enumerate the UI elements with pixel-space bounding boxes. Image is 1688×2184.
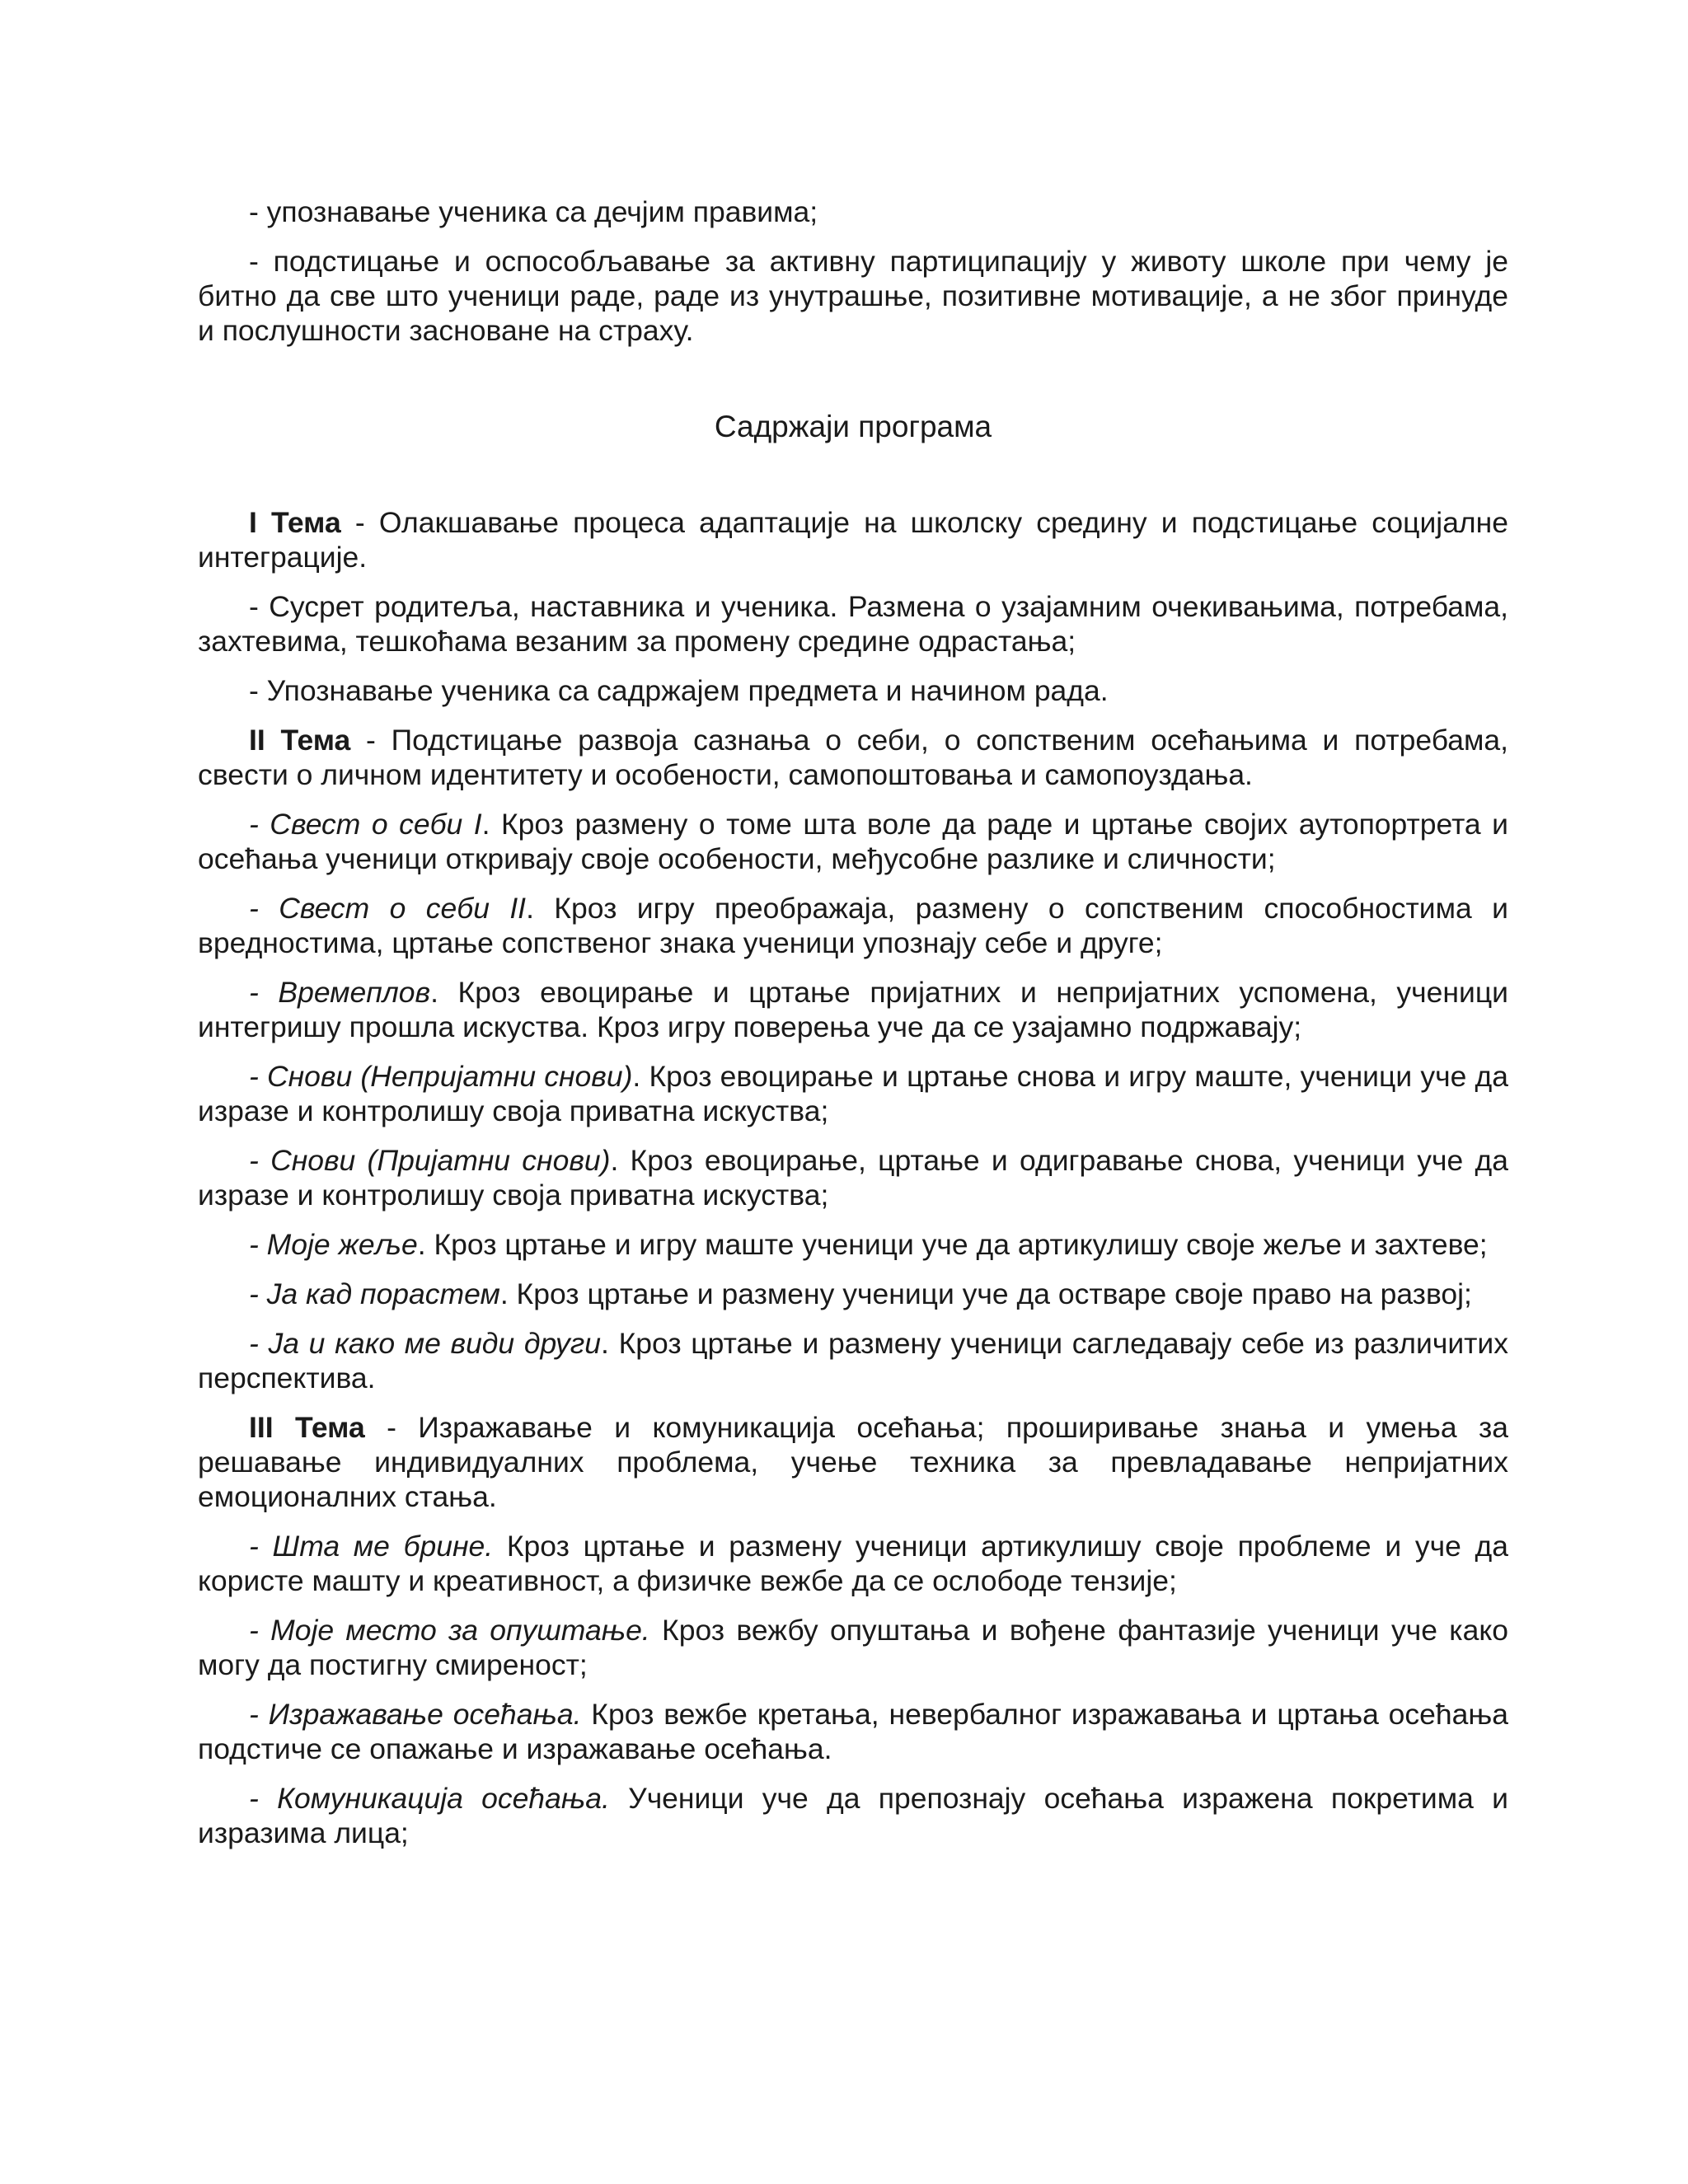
item-title: - Комуникација осећања. <box>249 1782 610 1815</box>
item-title: - Моје место за опуштање. <box>249 1614 650 1647</box>
theme-2-paragraph <box>198 723 1508 792</box>
theme-2-item <box>198 975 1508 1044</box>
item-text: Кроз вежбе кретања, невербалног изражавања и цртања осећања подстиче се опажање и изражавање осећања. <box>198 1698 1508 1765</box>
item-text: Ученици уче да препознају осећања изражена покретима и изразима лица; <box>198 1782 1508 1849</box>
theme-1-label: I Тема <box>249 506 341 539</box>
item-text: . Кроз цртање и размену ученици уче да остваре своје право на развој; <box>499 1277 1472 1310</box>
item-text: . Кроз евоцирање и цртање пријатних и непријатних успомена, ученици интегришу прошла искуства. Кроз игру поверења уче да се узајамно подржавају; <box>198 976 1508 1043</box>
item-title: - Свест о себи I <box>249 808 482 841</box>
theme-3-paragraph <box>198 1410 1508 1514</box>
item-text: . Кроз игру преображаја, размену о сопственим способностима и вредностима, цртање сопственог знака ученици упознају себе и друге; <box>198 892 1508 959</box>
item-title: - Времеплов <box>249 976 431 1009</box>
theme-3-text: - Изражавање и комуникација осећања; проширивање знања и умења за решавање индивидуалних проблема, учење техника за превладавање непријатних емоционалних стања. <box>198 1411 1508 1513</box>
theme-1-text: - Олакшавање процеса адаптације на школску средину и подстицање социјалне интеграције. <box>198 506 1508 574</box>
item-text: . Кроз цртање и размену ученици сагледавају себе из различитих перспектива. <box>198 1327 1509 1394</box>
intro-paragraph-1: - упознавање ученика са дечјим правима; <box>249 195 818 228</box>
section-heading: Садржаји програма <box>714 410 992 443</box>
item-title: - Снови (Непријатни снови) <box>249 1060 633 1093</box>
theme-1-paragraph <box>198 505 1508 574</box>
theme-2-item <box>198 1143 1508 1212</box>
item-title: - Ја и како ме види други <box>249 1327 602 1360</box>
document-page <box>198 194 1508 1865</box>
item-title: - Шта ме брине. <box>249 1530 494 1563</box>
item-text: Кроз цртање и размену ученици артикулишу своје проблеме и уче да користе машту и креативност, а физичке вежбе да се ослободе тензије; <box>198 1530 1508 1597</box>
theme-1-item: - Упознавање ученика са садржајем предмета и начином рада. <box>249 674 1109 707</box>
theme-2-label: II Тема <box>249 724 351 757</box>
theme-3-item <box>198 1613 1508 1682</box>
item-text: . Кроз евоцирање, цртање и одигравање снова, ученици уче да изразе и контролишу своја приватна искуства; <box>198 1144 1508 1212</box>
theme-2-item <box>198 1326 1508 1395</box>
theme-2-item <box>198 1227 1508 1262</box>
item-title: - Ја кад порастем <box>249 1277 500 1310</box>
theme-2-item <box>198 891 1508 960</box>
item-text: . Кроз цртање и игру маште ученици уче да артикулишу своје жеље и захтеве; <box>417 1228 1488 1261</box>
theme-3-item <box>198 1529 1508 1598</box>
item-title: - Изражавање осећања. <box>249 1698 582 1731</box>
theme-3-item <box>198 1781 1508 1850</box>
theme-2-item <box>198 807 1508 876</box>
theme-3-label: III Тема <box>249 1411 365 1444</box>
theme-2-item <box>198 1277 1508 1311</box>
item-text: . Кроз размену о томе шта воле да раде и цртање својих аутопортрета и осећања ученици откривају своје особености, међусобне разлике и сличности; <box>198 808 1508 875</box>
theme-1-item: - Сусрет родитеља, наставника и ученика. Размена о узајамним очекивањима, потребама, захтевима, тешкоћама везаним за промену средине одрастања; <box>198 590 1508 658</box>
theme-2-item <box>198 1059 1508 1128</box>
item-text: . Кроз евоцирање и цртање снова и игру маште, ученици уче да изразе и контролишу своја приватна искуства; <box>198 1060 1508 1127</box>
item-title: - Моје жеље <box>249 1228 418 1261</box>
item-text: Кроз вежбу опуштања и вођене фантазије ученици уче како могу да постигну смиреност; <box>198 1614 1508 1681</box>
item-title: - Свест о себи II <box>249 892 527 925</box>
theme-2-text: - Подстицање развоја сазнања о себи, о сопственим осећањима и потребама, свести о личном идентитету и особености, самопоштовања и самопоуздања. <box>198 724 1508 791</box>
theme-3-item <box>198 1697 1508 1766</box>
item-title: - Снови (Пријатни снови) <box>249 1144 611 1177</box>
intro-paragraph-2: - подстицање и оспособљавање за активну партиципацију у животу школе при чему је битно да све што ученици раде, раде из унутрашње, позитивне мотивације, а не због принуде и послушности засноване на страху. <box>198 245 1508 347</box>
